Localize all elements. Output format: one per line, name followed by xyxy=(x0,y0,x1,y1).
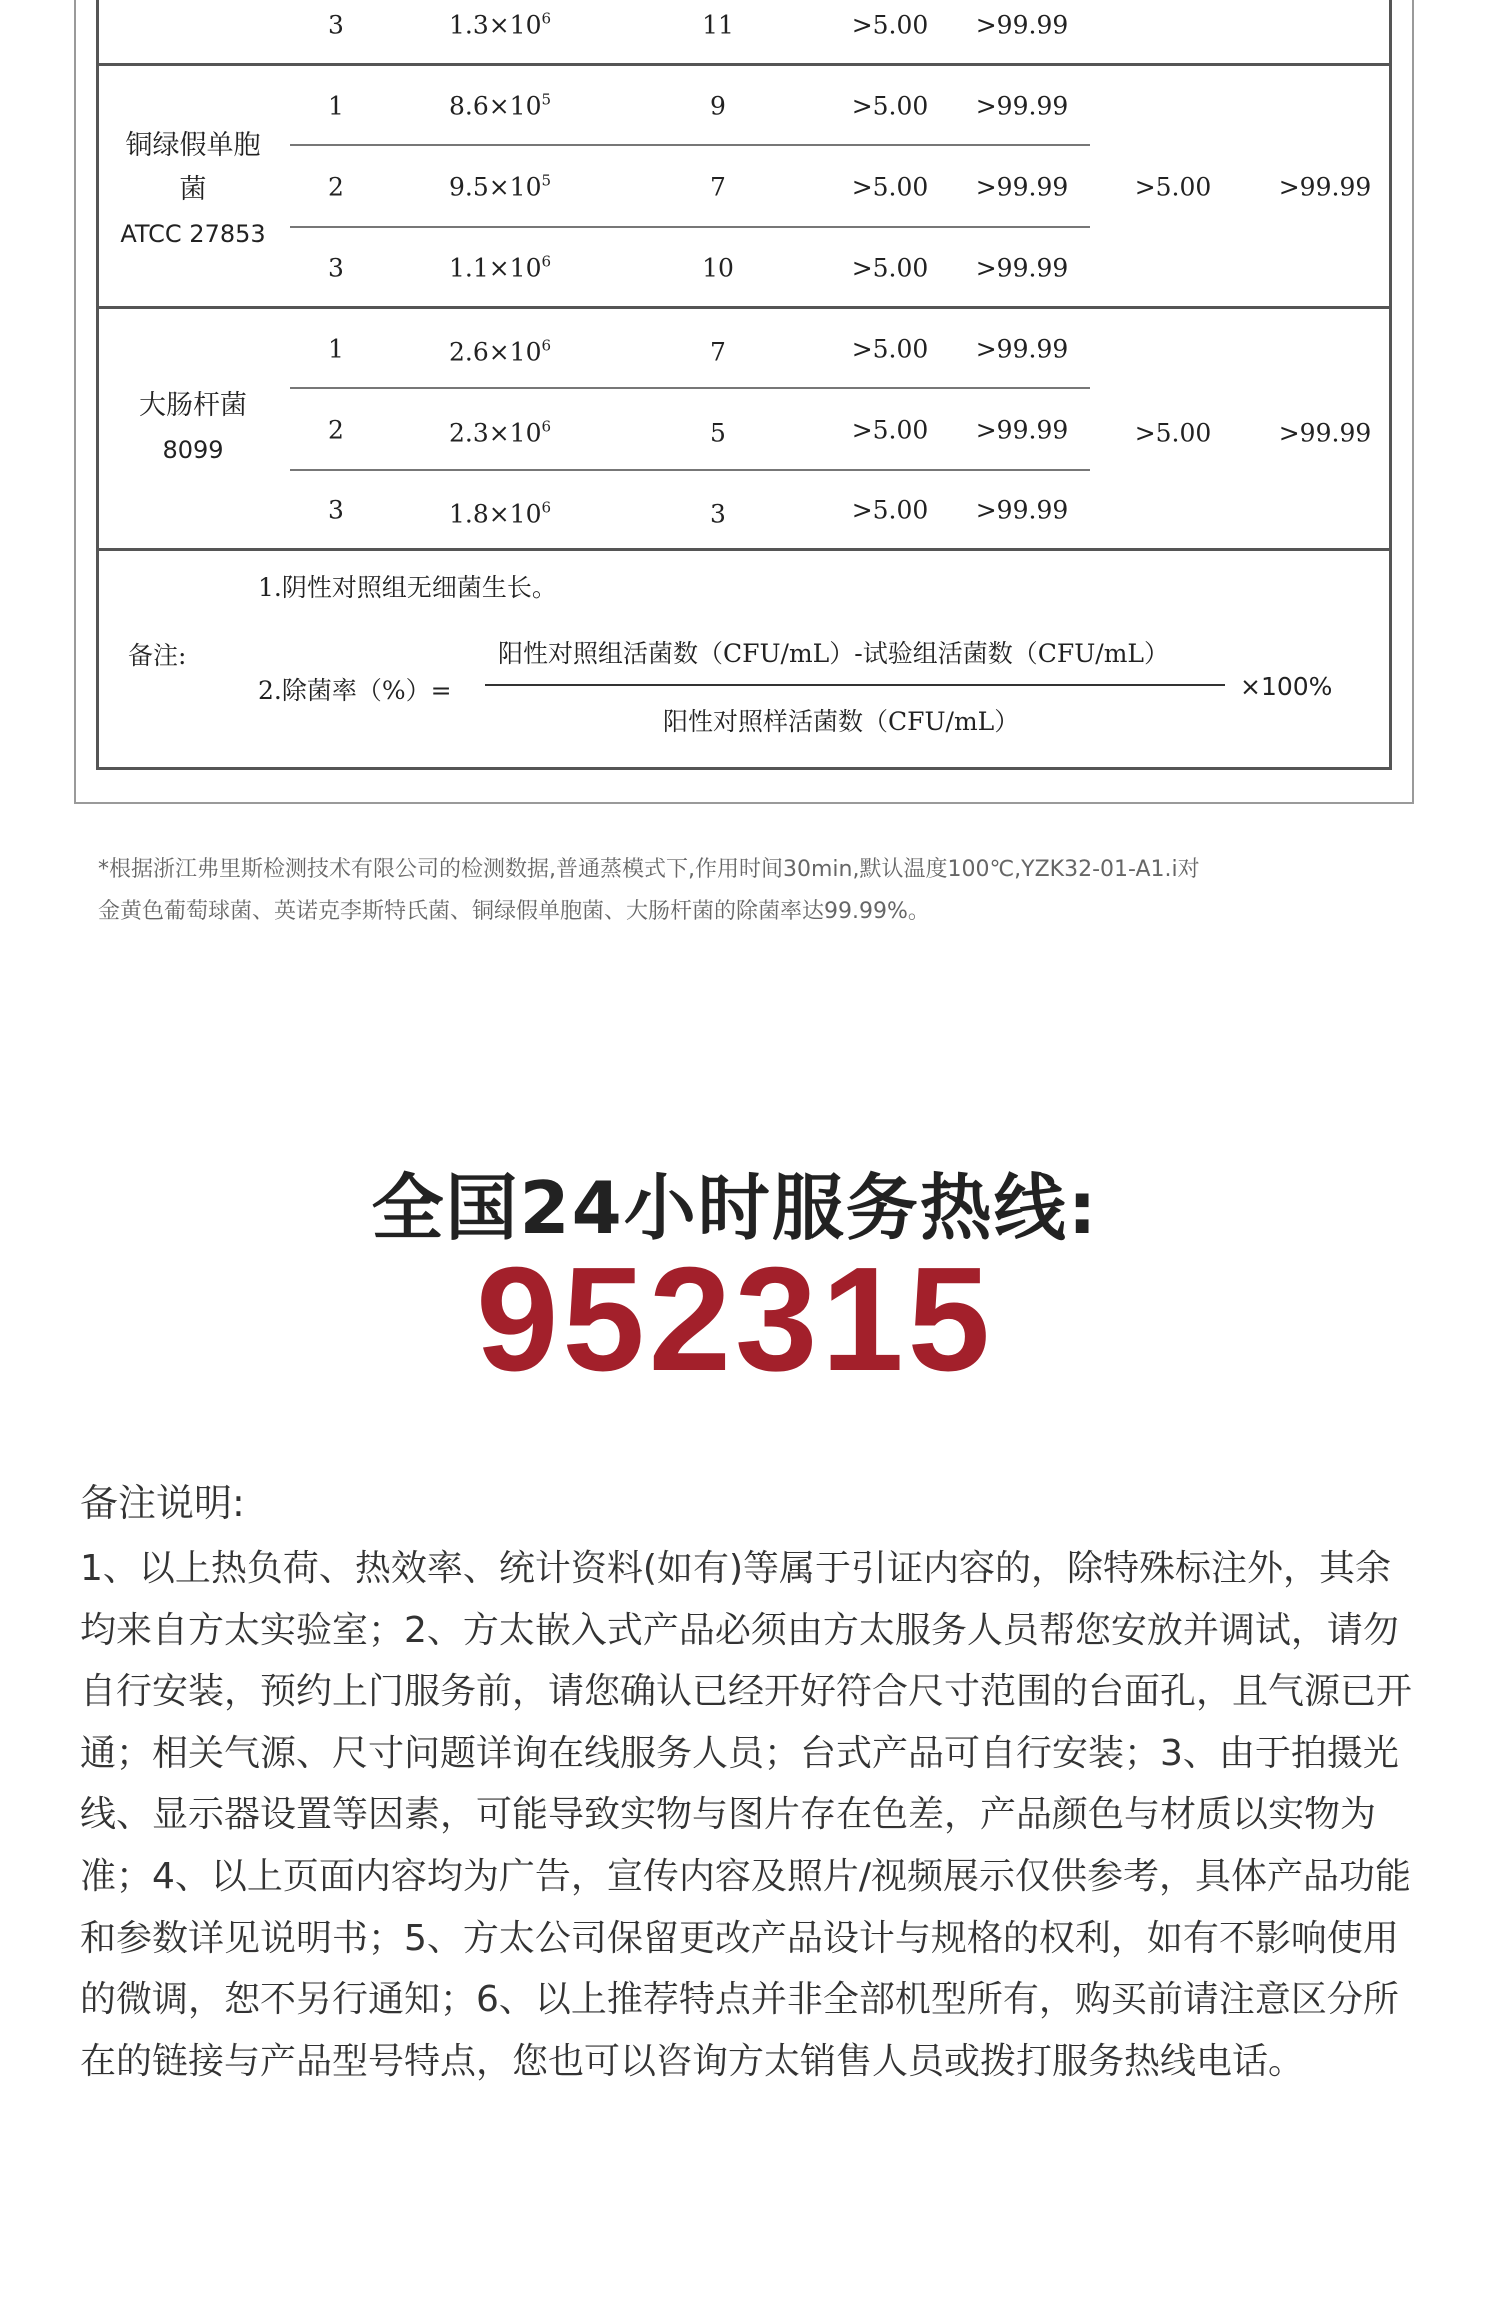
survivor-count: 10 xyxy=(702,253,734,283)
notes-body xyxy=(80,1538,1420,2092)
kill-rate: >99.99 xyxy=(975,10,1069,40)
average-log-reduction: >5.00 xyxy=(1134,418,1212,448)
survivor-count: 7 xyxy=(710,337,726,367)
row-divider xyxy=(290,226,1090,228)
trial-number: 3 xyxy=(328,253,344,283)
trial-number: 3 xyxy=(328,495,344,525)
footnote-line-2: 金黄色葡萄球菌、英诺克李斯特氏菌、铜绿假单胞菌、大肠杆菌的除菌率达99.99%。 xyxy=(98,899,930,924)
colony-count: $2.6\times 10^6$ xyxy=(448,336,552,367)
colony-count: $8.6\times 10^5$ xyxy=(448,90,552,121)
hotline-title: 全国24小时服务热线: xyxy=(371,1166,1099,1250)
hotline-number: 952315 xyxy=(476,1237,994,1402)
row-divider xyxy=(290,387,1090,389)
table-divider xyxy=(99,63,1389,66)
trial-number: 1 xyxy=(328,334,344,364)
trial-number: 1 xyxy=(328,91,344,121)
colony-count: $2.3\times 10^6$ xyxy=(448,417,552,448)
colony-count: $1.3\times 10^6$ xyxy=(448,9,552,40)
formula-denominator: 阳性对照样活菌数（CFU/mL） xyxy=(663,707,1020,736)
survivor-count: 11 xyxy=(702,10,734,40)
remark-item-1: 1.阴性对照组无细菌生长。 xyxy=(258,573,557,602)
survivor-count: 5 xyxy=(710,418,726,448)
kill-rate: >99.99 xyxy=(975,495,1069,525)
formula-numerator: 阳性对照组活菌数（CFU/mL）-试验组活菌数（CFU/mL） xyxy=(498,639,1169,668)
average-kill-rate: >99.99 xyxy=(1278,418,1372,448)
row-divider xyxy=(290,469,1090,471)
survivor-count: 9 xyxy=(710,91,726,121)
log-reduction: >5.00 xyxy=(851,334,929,364)
remarks-label: 备注: xyxy=(128,641,187,670)
fraction-bar xyxy=(485,684,1225,686)
footnote-line-1: *根据浙江弗里斯检测技术有限公司的检测数据,普通蒸模式下,作用时间30min,默认温度100℃,YZK32-01-A1.i对 xyxy=(98,857,1200,882)
log-reduction: >5.00 xyxy=(851,415,929,445)
trial-number: 2 xyxy=(328,172,344,202)
kill-rate: >99.99 xyxy=(975,253,1069,283)
colony-count: $1.8\times 10^6$ xyxy=(448,498,552,529)
remark-item-2-prefix: 2.除菌率（%）= xyxy=(258,676,452,705)
table-divider xyxy=(99,548,1389,551)
colony-count: $9.5\times 10^5$ xyxy=(448,171,552,202)
survivor-count: 3 xyxy=(710,499,726,529)
notes-text: 1、以上热负荷、热效率、统计资料(如有)等属于引证内容的，除特殊标注外，其余均来自方太实验室；2、方太嵌入式产品必须由方太服务人员帮您安放并调试，请勿自行安装，预约上门服务前，请您确认已经开好符合尺寸范围的台面孔，且气源已开通；相关气源、尺寸问题详询在线服务人员；台式产品可自行安装；3、由于拍摄光线、显示器设置等因素，可能导致实物与图片存在色差，产品颜色与材质以实物为准；4、以上页面内容均为广告，宣传内容及照片/视频展示仅供参考，具体产品功能和参数详见说明书；5、方太公司保留更改产品设计与规格的权利，如有不影响使用的微调，恕不另行通知；6、以上推荐特点并非全部机型所有，购买前请注意区分所在的链接与产品型号特点，您也可以咨询方太销售人员或拨打服务热线电话。 xyxy=(80,1548,1413,2082)
trial-number: 3 xyxy=(328,10,344,40)
formula-multiplier: ×100% xyxy=(1240,672,1333,701)
log-reduction: >5.00 xyxy=(851,172,929,202)
kill-rate: >99.99 xyxy=(975,91,1069,121)
colony-count: $1.1\times 10^6$ xyxy=(448,252,552,283)
table-divider xyxy=(99,306,1389,309)
kill-rate: >99.99 xyxy=(975,334,1069,364)
log-reduction: >5.00 xyxy=(851,495,929,525)
kill-rate: >99.99 xyxy=(975,172,1069,202)
log-reduction: >5.00 xyxy=(851,10,929,40)
notes-heading: 备注说明: xyxy=(80,1481,245,1525)
log-reduction: >5.00 xyxy=(851,253,929,283)
survivor-count: 7 xyxy=(710,172,726,202)
row-divider xyxy=(290,144,1090,146)
bacteria-name: 大肠杆菌 8099 xyxy=(139,390,247,464)
average-kill-rate: >99.99 xyxy=(1278,172,1372,202)
log-reduction: >5.00 xyxy=(851,91,929,121)
average-log-reduction: >5.00 xyxy=(1134,172,1212,202)
trial-number: 2 xyxy=(328,415,344,445)
bacteria-name: 铜绿假单胞 菌 ATCC 27853 xyxy=(120,130,266,248)
kill-rate: >99.99 xyxy=(975,415,1069,445)
